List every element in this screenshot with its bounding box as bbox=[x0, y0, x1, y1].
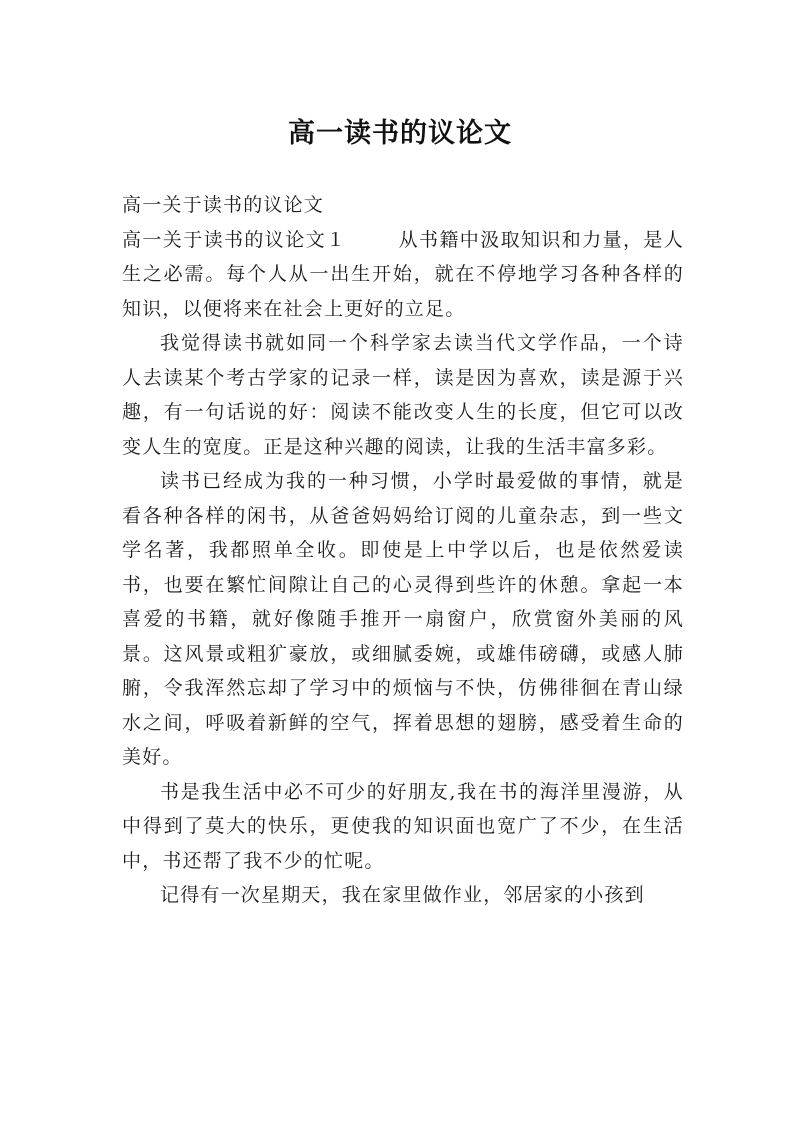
paragraph-2: 我觉得读书就如同一个科学家去读当代文学作品，一个诗人去读某个考古学家的记录一样，读是因为喜欢，读是源于兴趣，有一句话说的好：阅读不能改变人生的长度，但它可以改变人生的宽度。正是这种兴趣的阅读，让我的生活丰富多彩。 bbox=[122, 332, 684, 458]
document-title: 高一读书的议论文 bbox=[288, 118, 512, 150]
paragraph-3: 读书已经成为我的一种习惯，小学时最爱做的事情，就是看各种各样的闲书，从爸爸妈妈给订阅的儿童杂志，到一些文学名著，我都照单全收。即使是上中学以后，也是依然爱读书，也要在繁忙间隙让自己的心灵得到些许的休憩。拿起一本喜爱的书籍，就好像随手推开一扇窗户，欣赏窗外美丽的风景。这风景或粗犷豪放，或细腻委婉，或雄伟磅礴，或感人肺腑，令我浑然忘却了学习中的烦恼与不快，仿佛徘徊在青山绿水之间，呼吸着新鲜的空气，挥着思想的翅膀，感受着生命的美好。 bbox=[122, 470, 684, 768]
document-body bbox=[122, 188, 684, 913]
paragraph-5: 记得有一次星期天，我在家里做作业，邻居家的小孩到 bbox=[160, 884, 645, 906]
paragraph-1-text: 从书籍中汲取知识和力量，是人生之必需。每个人从一出生开始，就在不停地学习各种各样的知识，以便将来在社会上更好的立足。 bbox=[122, 228, 684, 320]
paragraph-4: 书是我生活中必不可少的好朋友,我在书的海洋里漫游，从中得到了莫大的快乐，更使我的知识面也宽广了不少，在生活中，书还帮了我不少的忙呢。 bbox=[122, 780, 684, 872]
paragraph-lead-label: 高一关于读书的议论文１ bbox=[122, 228, 347, 251]
document-subtitle: 高一关于读书的议论文 bbox=[122, 194, 325, 216]
paragraph-1 bbox=[122, 223, 684, 327]
